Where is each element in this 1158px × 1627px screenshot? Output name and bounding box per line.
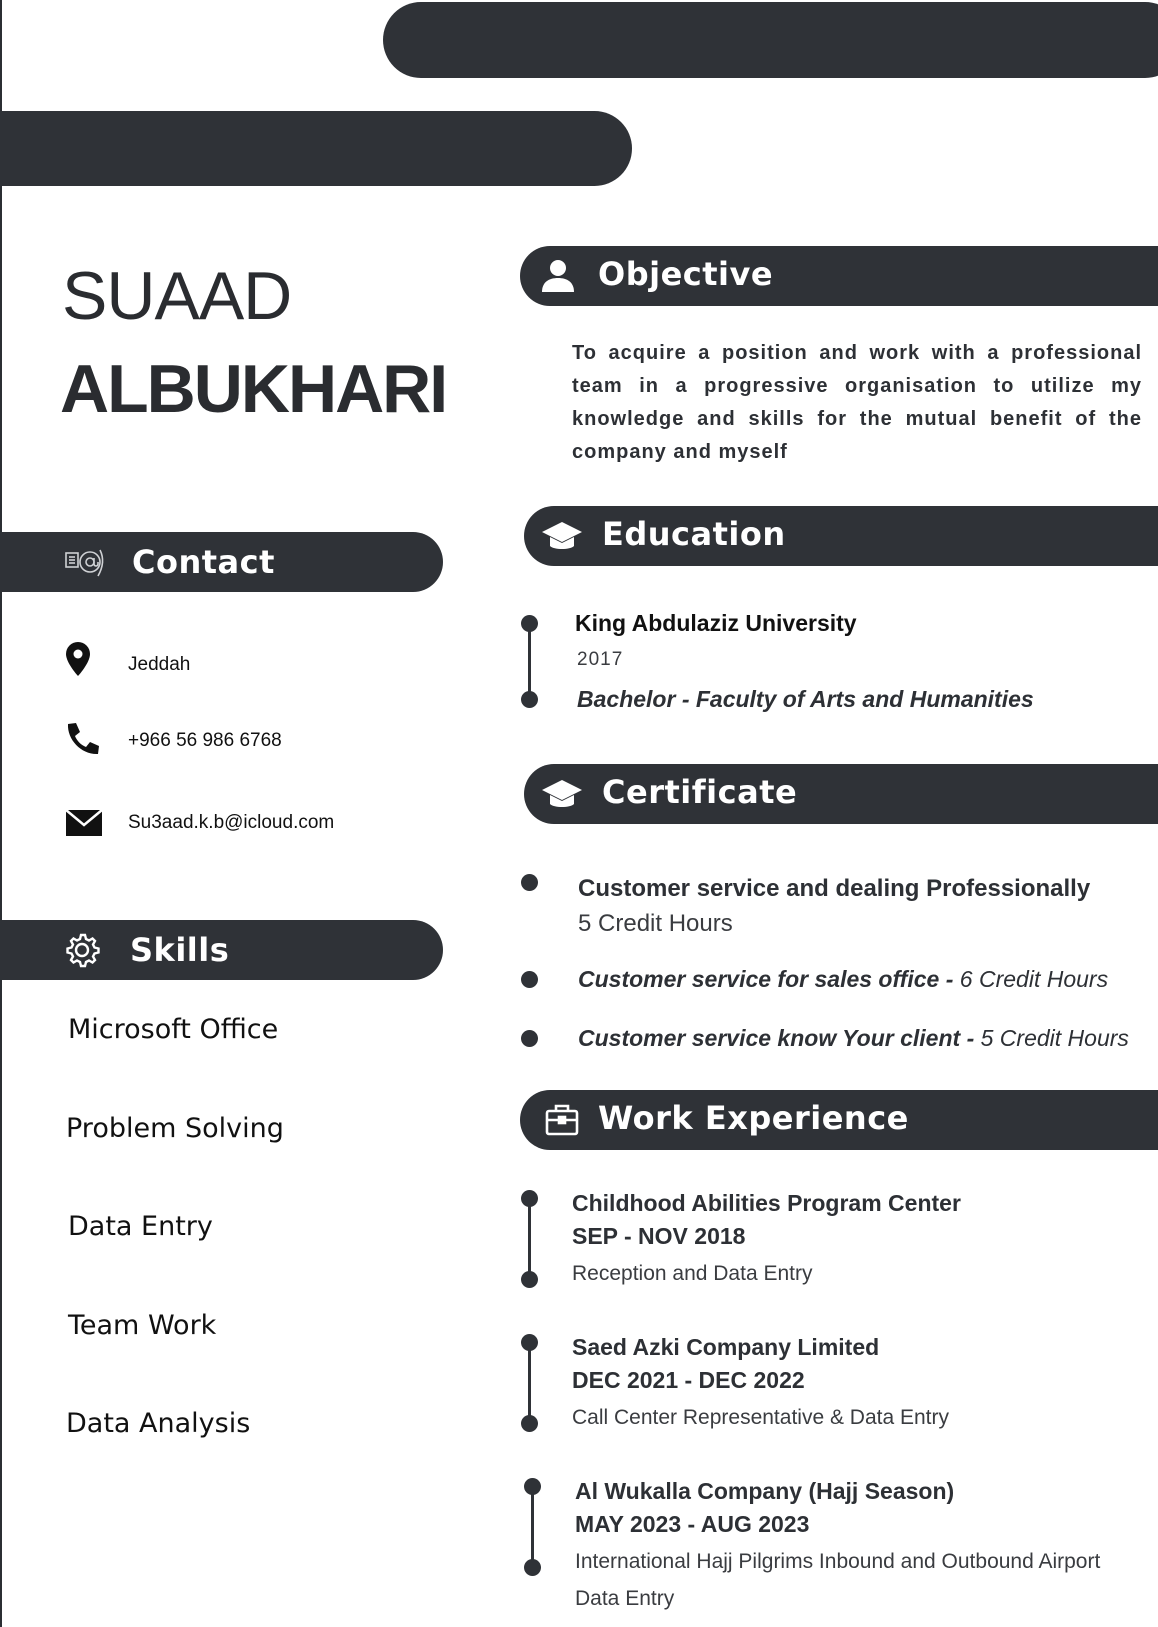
job-company: Childhood Abilities Program Center: [572, 1190, 961, 1216]
contact-title: Contact: [132, 543, 275, 581]
skill-item: Data Entry: [68, 1211, 213, 1242]
objective-header: [520, 246, 1158, 306]
education-degree: Bachelor - Faculty of Arts and Humanities: [577, 686, 1034, 712]
certificate-item: [578, 1025, 1129, 1052]
email-at-icon: [64, 542, 108, 582]
graduation-cap-icon: [542, 774, 582, 814]
education-title: Education: [602, 515, 786, 553]
timeline-dot: [521, 1415, 538, 1432]
skill-item: Microsoft Office: [68, 1014, 279, 1045]
skill-item: Problem Solving: [66, 1113, 284, 1144]
work-header: [520, 1090, 1158, 1150]
decorative-pill-top: [383, 2, 1158, 78]
email-text[interactable]: Su3aad.k.b@icloud.com: [128, 812, 335, 833]
job-role: Reception and Data Entry: [572, 1262, 813, 1285]
work-title: Work Experience: [598, 1099, 909, 1137]
certificate-bullet: [521, 971, 538, 988]
timeline-dot: [521, 1271, 538, 1288]
job-role-line2: Data Entry: [575, 1587, 675, 1610]
certificate-name: Customer service for sales office -: [578, 966, 960, 992]
job-dates: SEP - NOV 2018: [572, 1223, 746, 1249]
timeline-line: [528, 1342, 531, 1422]
last-name: ALBUKHARI: [60, 351, 447, 427]
education-school: King Abdulaziz University: [575, 610, 857, 636]
certificate-header: [524, 764, 1158, 824]
certificate-hours: 5 Credit Hours: [980, 1025, 1129, 1051]
mail-icon: [64, 802, 104, 842]
certificate-hours: 6 Credit Hours: [959, 966, 1109, 992]
job-role: International Hajj Pilgrims Inbound and Outbound Airport: [575, 1550, 1101, 1573]
contact-header: [0, 532, 443, 592]
decorative-pill-left: [0, 111, 632, 186]
job-company: Al Wukalla Company (Hajj Season): [575, 1478, 955, 1504]
phone-icon: [64, 720, 104, 760]
briefcase-icon: [544, 1100, 584, 1140]
certificate-item: [578, 966, 1108, 993]
graduation-cap-icon: [542, 516, 582, 556]
certificate-bullet: [521, 1030, 538, 1047]
timeline-line: [528, 1198, 531, 1278]
location-text: Jeddah: [128, 654, 191, 675]
timeline-dot: [521, 691, 538, 708]
first-name: SUAAD: [62, 258, 292, 334]
gear-icon: [64, 930, 108, 970]
objective-text: To acquire a position and work with a professional team in a progressive organisation to utilize my knowledge and skills for the mutual benefit of the company and myself: [572, 342, 1142, 463]
education-year: 2017: [577, 649, 624, 670]
certificate-name: Customer service and dealing Professionally: [578, 875, 1091, 902]
job-dates: DEC 2021 - DEC 2022: [572, 1367, 805, 1393]
skill-item: Team Work: [68, 1310, 217, 1341]
skills-title: Skills: [130, 931, 230, 969]
skill-item: Data Analysis: [66, 1408, 251, 1439]
job-dates: MAY 2023 - AUG 2023: [575, 1511, 810, 1537]
skills-header: [0, 920, 443, 980]
certificate-name: Customer service know Your client -: [578, 1025, 981, 1051]
timeline-dot: [524, 1559, 541, 1576]
location-pin-icon: [64, 640, 104, 680]
timeline-line: [531, 1486, 534, 1566]
phone-text[interactable]: +966 56 986 6768: [128, 730, 282, 751]
certificate-bullet: [521, 874, 538, 891]
certificate-title: Certificate: [602, 773, 798, 811]
education-header: [524, 506, 1158, 566]
objective-title: Objective: [598, 255, 774, 293]
timeline-line: [528, 623, 531, 698]
job-role: Call Center Representative & Data Entry: [572, 1406, 950, 1429]
certificate-hours: 5 Credit Hours: [578, 910, 733, 937]
job-company: Saed Azki Company Limited: [572, 1334, 880, 1360]
person-icon: [538, 256, 578, 296]
